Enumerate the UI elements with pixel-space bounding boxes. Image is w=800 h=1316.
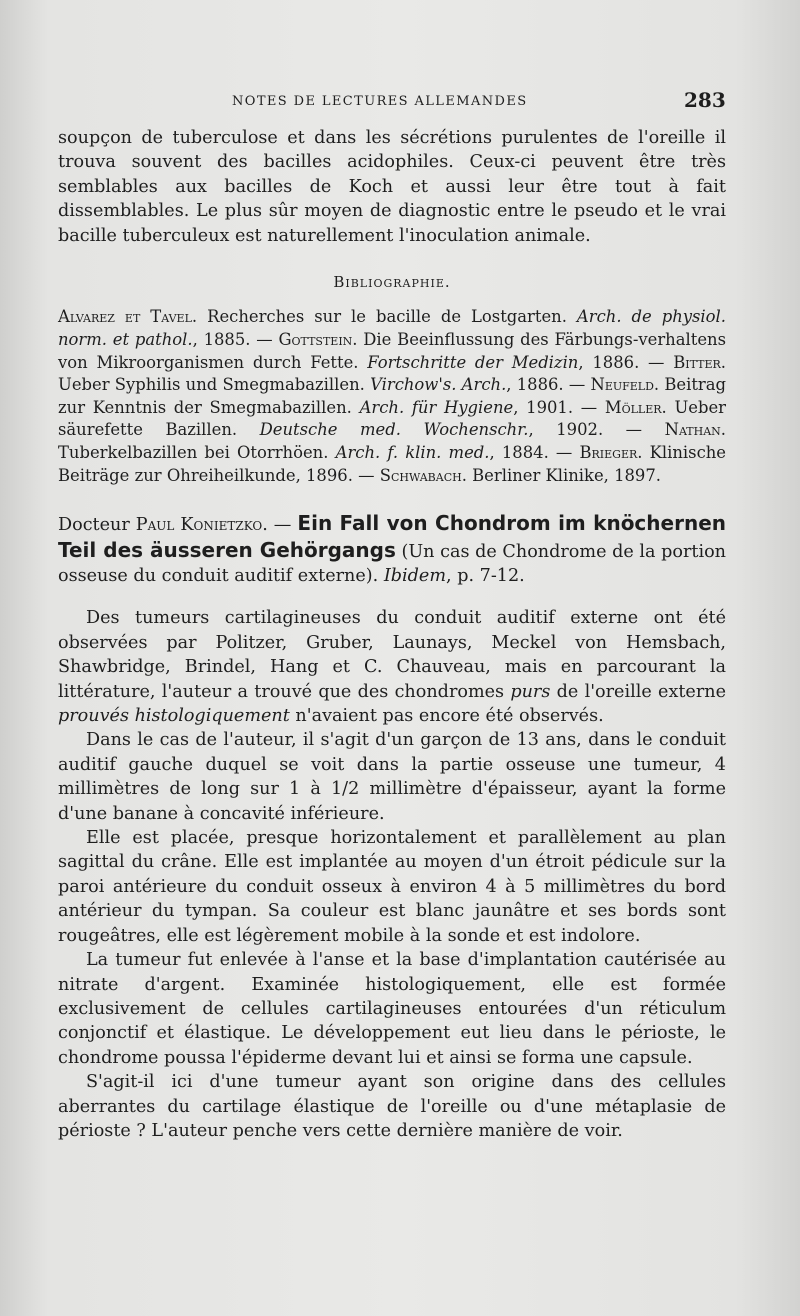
biblio-author: Alvarez et Tavel.: [58, 307, 198, 327]
review-translation: (Un cas de Chondrome de la portion osseuse du conduit auditif externe).: [58, 541, 726, 586]
review-prefix: Docteur: [58, 515, 136, 536]
running-title: NOTES DE LECTURES ALLEMANDES: [232, 94, 528, 109]
biblio-year: , 1901. —: [513, 397, 605, 417]
paragraph-3: Elle est placée, presque horizontalement et parallèlement au plan sagittal du crâne. Elle est implantée au moyen d'un étroit pédicule sur la paroi antérieure du conduit osseux à environ 4 à 5 millimètres du bord antérieur du tympan. Sa couleur est blanc jaunâtre et ses bords sont rougeâtres, elle est légèrement mobile à la sonde et est indolore.: [58, 828, 726, 946]
biblio-text: Beitrag zur Kenntnis der Smegmabazillen.: [58, 375, 727, 417]
biblio-author: Gottstein.: [278, 330, 358, 350]
biblio-author: Bitter.: [673, 352, 727, 372]
biblio-journal: Deutsche med. Wochenschr.: [259, 420, 529, 440]
biblio-year: , 1886. —: [506, 375, 591, 395]
biblio-journal: Virchow's. Arch.: [370, 375, 507, 395]
spacer: [58, 588, 726, 606]
biblio-text: Ueber Syphilis und Smegmabazillen.: [58, 375, 371, 395]
biblio-text: Ueber säurefette Bazillen.: [58, 397, 726, 440]
biblio-year: , 1886. —: [578, 352, 674, 372]
biblio-year: , 1885. —: [192, 330, 279, 350]
biblio-journal: Fortschritte der Medizin: [367, 352, 579, 372]
review-author: Paul Konietzko.: [135, 515, 268, 536]
biblio-year: , 1902. —: [528, 420, 665, 440]
intro-paragraph: soupçon de tuberculose et dans les sécrétions purulentes de l'oreille il trouva souvent des bacilles acidophiles. Ceux-ci peuvent être très semblables aux bacilles de Koch et aussi leur être tout à fait dissemblables. Le plus sûr moyen de diagnostic entre le pseudo et le vrai bacille tuberculeux est naturellement l'inoculation animale.: [58, 128, 726, 246]
bibliography-list: [58, 306, 726, 487]
page-number: 283: [684, 88, 726, 112]
biblio-text: Berliner Klinike, 1897.: [466, 465, 662, 485]
review-source: Ibidem: [383, 566, 447, 586]
p1-emphasis-purs: purs: [510, 681, 551, 702]
p1-text-mid: de l'oreille externe: [550, 681, 726, 702]
paragraph-1: [58, 606, 726, 728]
p1-emphasis-histo: prouvés histologiquement: [58, 706, 290, 727]
biblio-text: Klinische Beiträge zur Ohreiheilkunde, 1896. —: [58, 443, 727, 485]
bibliography-heading: Bibliographie.: [333, 273, 451, 292]
biblio-author: Nathan.: [664, 420, 727, 440]
biblio-year: , 1884. —: [489, 443, 580, 462]
biblio-text: Die Beeinflussung des Färbungs-verhaltens von Mikroorganismen durch Fette.: [58, 330, 726, 372]
paragraph-5: S'agit-il ici d'une tumeur ayant son origine dans des cellules aberrantes du cartilage élastique de l'oreille ou d'une métaplasie de périoste ? L'auteur penche vers cette dernière manière de voir.: [58, 1072, 726, 1141]
review-pages: , p. 7-12.: [446, 566, 525, 586]
biblio-text: Recherches sur le bacille de Lostgarten.: [197, 307, 577, 327]
review-title: Ein Fall von Chondrom im knöchernen Teil des äusseren Gehörgangs: [58, 511, 726, 562]
running-head: [0, 88, 800, 116]
paragraph-4: La tumeur fut enlevée à l'anse et la base d'implantation cautérisée au nitrate d'argent. Examinée histologiquement, elle est formée exclusivement de cellules cartilagineuses entourées d'un réticulum conjonctif et élastique. Le développement eut lieu dans le périoste, le chondrome poussa l'épiderme devant lui et ainsi se forma une capsule.: [58, 950, 726, 1068]
biblio-author: Schwabach.: [379, 465, 467, 485]
biblio-journal: Arch. für Hygiene: [359, 397, 514, 417]
biblio-text: Tuberkelbazillen bei Otorrhöen.: [58, 443, 336, 462]
review-dash: —: [267, 515, 298, 536]
review-heading: [58, 511, 726, 588]
p1-text-end: n'avaient pas encore été observés.: [289, 706, 604, 727]
paragraph-2: Dans le cas de l'auteur, il s'agit d'un garçon de 13 ans, dans le conduit auditif gauche duquel se voit dans la partie osseuse une tumeur, 4 millimètres de long sur 1 à 1/2 millimètre d'épaisseur, ayant la forme d'une banane à concavité inférieure.: [58, 730, 726, 824]
page-body: [58, 126, 726, 1143]
biblio-author: Neufeld.: [590, 375, 660, 395]
p1-text-start: Des tumeurs cartilagineuses du conduit auditif externe ont été observées par Politzer, Gruber, Launays, Meckel von Hemsbach, Shawbridge, Brindel, Hang et C. Chauveau, mais en parcourant la littérature, l'auteur a trouvé que des chondromes: [58, 608, 726, 702]
biblio-journal: Arch. de physiol. norm. et pathol.: [58, 307, 726, 350]
biblio-journal: Arch. f. klin. med.: [335, 443, 490, 462]
biblio-author: Möller.: [604, 397, 667, 417]
biblio-author: Brieger.: [579, 443, 643, 462]
